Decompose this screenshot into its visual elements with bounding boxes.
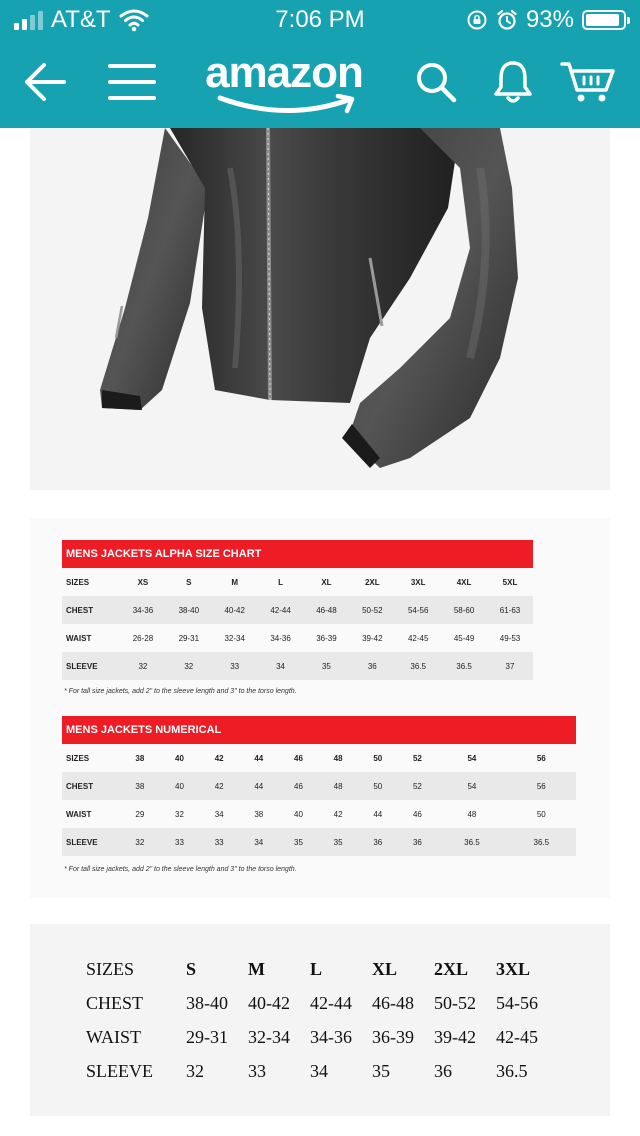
table-cell: 38-40 <box>166 596 212 624</box>
table-cell: 35 <box>279 828 319 856</box>
table-cell: 39-42 <box>362 633 383 643</box>
table-cell: 56 <box>507 772 576 800</box>
table-cell: 46 <box>294 753 303 763</box>
table-cell: 36.5 <box>437 828 506 856</box>
table-cell: 33 <box>248 1060 266 1081</box>
numeric-chart-note: * For tall size jackets, add 2" to the sleeve length and 3" to the torso length. <box>64 866 297 873</box>
table-cell: WAIST <box>86 1026 141 1047</box>
table-cell: S <box>186 577 192 587</box>
bell-icon <box>492 59 534 105</box>
table-cell: 34-36 <box>120 596 166 624</box>
table-row <box>62 772 576 800</box>
table-cell: S <box>186 958 197 979</box>
table-row <box>62 568 533 596</box>
table-cell: 38 <box>254 809 264 819</box>
table-cell: WAIST <box>66 809 92 819</box>
amazon-smile <box>216 94 366 118</box>
table-cell: 34-36 <box>310 1026 352 1047</box>
table-cell: 56 <box>536 753 546 763</box>
table-cell: 44 <box>254 753 264 763</box>
simple-size-table <box>86 952 558 1088</box>
table-row <box>62 744 576 772</box>
table-cell: 38 <box>135 753 145 763</box>
notifications-button[interactable] <box>485 54 541 110</box>
back-arrow-icon <box>22 62 66 102</box>
search-button[interactable] <box>408 54 464 110</box>
numeric-size-table <box>62 744 576 856</box>
status-right <box>466 6 626 34</box>
table-cell: 58-60 <box>441 596 487 624</box>
table-cell: 50-52 <box>434 992 476 1013</box>
table-cell: SIZES <box>86 958 135 979</box>
table-cell: 45-49 <box>453 633 475 643</box>
table-cell: 36 <box>358 828 398 856</box>
table-cell: 39-42 <box>434 1026 476 1047</box>
table-cell: 46 <box>412 809 422 819</box>
alarm-icon <box>496 9 518 31</box>
table-cell: 44 <box>373 809 383 819</box>
table-cell: SIZES <box>66 753 90 763</box>
table-cell: M <box>248 958 265 979</box>
table-cell: CHEST <box>62 596 120 624</box>
table-cell: 52 <box>412 753 422 763</box>
table-cell: 48 <box>333 753 343 763</box>
table-cell: WAIST <box>66 633 92 643</box>
back-button[interactable] <box>16 54 72 110</box>
table-cell: SLEEVE <box>62 828 120 856</box>
table-cell: 61-63 <box>487 596 533 624</box>
table-cell: 36-39 <box>316 633 337 643</box>
table-cell: 32 <box>120 828 160 856</box>
table-cell: XL <box>321 577 332 587</box>
size-chart-image[interactable] <box>30 518 610 898</box>
table-cell: 48 <box>318 772 358 800</box>
table-cell: 35 <box>372 1060 390 1081</box>
table-cell: 54-56 <box>496 992 538 1013</box>
table-cell: 5XL <box>502 577 518 587</box>
table-cell: 50 <box>373 753 383 763</box>
table-row <box>62 624 533 652</box>
table-cell: CHEST <box>62 772 120 800</box>
table-cell: L <box>278 577 283 587</box>
table-cell: 48 <box>467 809 477 819</box>
table-cell: 34-36 <box>270 633 291 643</box>
alpha-chart-note: * For tall size jackets, add 2" to the sleeve length and 3" to the torso length. <box>64 688 297 695</box>
table-cell: 36 <box>434 1060 452 1081</box>
table-cell: 34 <box>258 652 304 680</box>
table-cell: 40 <box>175 753 184 763</box>
table-cell: L <box>310 958 323 979</box>
table-cell: 46 <box>279 772 319 800</box>
table-cell: 2XL <box>364 577 380 587</box>
search-icon <box>415 61 457 103</box>
table-cell: 32 <box>175 809 184 819</box>
rotation-lock-icon <box>466 9 488 31</box>
menu-button[interactable] <box>104 54 160 110</box>
table-cell: 34 <box>214 809 224 819</box>
table-cell: 54 <box>437 772 506 800</box>
table-cell: CHEST <box>86 992 144 1013</box>
table-cell: 26-28 <box>132 633 154 643</box>
table-cell: 32 <box>186 1060 204 1081</box>
table-cell: 34 <box>310 1060 328 1081</box>
table-cell: 35 <box>318 828 358 856</box>
table-cell: 29-31 <box>178 633 200 643</box>
table-cell: 50-52 <box>349 596 395 624</box>
amazon-logo[interactable] <box>196 48 372 118</box>
alpha-chart-title: MENS JACKETS ALPHA SIZE CHART <box>62 540 533 568</box>
table-cell: 49-53 <box>499 633 521 643</box>
table-cell: M <box>231 577 239 587</box>
table-row <box>86 1054 558 1088</box>
table-cell: 4XL <box>456 577 472 587</box>
table-cell: 32 <box>166 652 212 680</box>
table-cell: 29-31 <box>186 1026 228 1047</box>
table-cell: 38 <box>120 772 160 800</box>
table-cell: 42-45 <box>496 1026 538 1047</box>
table-cell: 36 <box>398 828 438 856</box>
table-cell: 33 <box>160 828 200 856</box>
table-cell: 40 <box>294 809 303 819</box>
table-cell: 32 <box>120 652 166 680</box>
table-row <box>62 596 533 624</box>
table-cell: SIZES <box>66 577 90 587</box>
table-cell: 46-48 <box>372 992 414 1013</box>
leather-jacket-image <box>30 128 610 490</box>
table-cell: 42 <box>214 753 224 763</box>
status-bar <box>0 0 640 40</box>
table-cell: 36.5 <box>496 1060 528 1081</box>
table-cell: 32-34 <box>224 633 245 643</box>
table-cell: 42 <box>199 772 239 800</box>
table-row <box>62 652 533 680</box>
carrier-label: AT&T <box>51 6 111 33</box>
table-cell: 46-48 <box>304 596 350 624</box>
table-cell: 29 <box>135 809 145 819</box>
cart-icon <box>560 60 616 104</box>
table-cell: 54 <box>467 753 477 763</box>
table-cell: SLEEVE <box>62 652 120 680</box>
table-cell: 36.5 <box>507 828 576 856</box>
table-cell: 38-40 <box>186 992 228 1013</box>
table-cell: 34 <box>239 828 279 856</box>
table-cell: XL <box>372 958 398 979</box>
table-cell: 50 <box>358 772 398 800</box>
numeric-chart-title: MENS JACKETS NUMERICAL <box>62 716 576 744</box>
cart-button[interactable] <box>560 54 616 110</box>
product-image[interactable] <box>30 128 610 490</box>
table-cell: 40 <box>160 772 200 800</box>
table-row <box>86 1020 558 1054</box>
table-cell: 35 <box>304 652 350 680</box>
table-cell: 40-42 <box>212 596 258 624</box>
table-cell: 42-44 <box>258 596 304 624</box>
alpha-size-table <box>62 568 533 680</box>
table-cell: 50 <box>536 809 546 819</box>
table-row <box>86 952 558 986</box>
table-cell: 33 <box>212 652 258 680</box>
table-row <box>62 828 576 856</box>
table-cell: 42-45 <box>407 633 429 643</box>
table-cell: 32-34 <box>248 1026 290 1047</box>
table-cell: 36-39 <box>372 1026 414 1047</box>
battery-icon <box>582 10 626 30</box>
status-time: 7:06 PM <box>275 6 365 33</box>
table-cell: 36 <box>349 652 395 680</box>
nav-bar <box>0 40 640 128</box>
table-cell: 42 <box>333 809 343 819</box>
battery-percent: 93% <box>525 6 574 33</box>
table-row <box>62 800 576 828</box>
table-cell: 3XL <box>410 577 426 587</box>
table-cell: 40-42 <box>248 992 290 1013</box>
table-cell: 36.5 <box>441 652 487 680</box>
table-cell: 2XL <box>434 958 469 979</box>
table-cell: 36.5 <box>395 652 441 680</box>
table-cell: 37 <box>487 652 533 680</box>
table-cell: 52 <box>398 772 438 800</box>
table-cell: 33 <box>199 828 239 856</box>
table-cell: 42-44 <box>310 992 352 1013</box>
table-cell: 54-56 <box>395 596 441 624</box>
amazon-logo-text: amazon <box>205 48 363 97</box>
table-row <box>86 986 558 1020</box>
table-cell: XS <box>137 577 149 587</box>
product-images <box>0 128 640 1136</box>
table-cell: 3XL <box>496 958 531 979</box>
simple-size-chart-image[interactable] <box>30 924 610 1116</box>
table-cell: SLEEVE <box>86 1060 153 1081</box>
table-cell: 44 <box>239 772 279 800</box>
menu-icon <box>108 62 156 102</box>
